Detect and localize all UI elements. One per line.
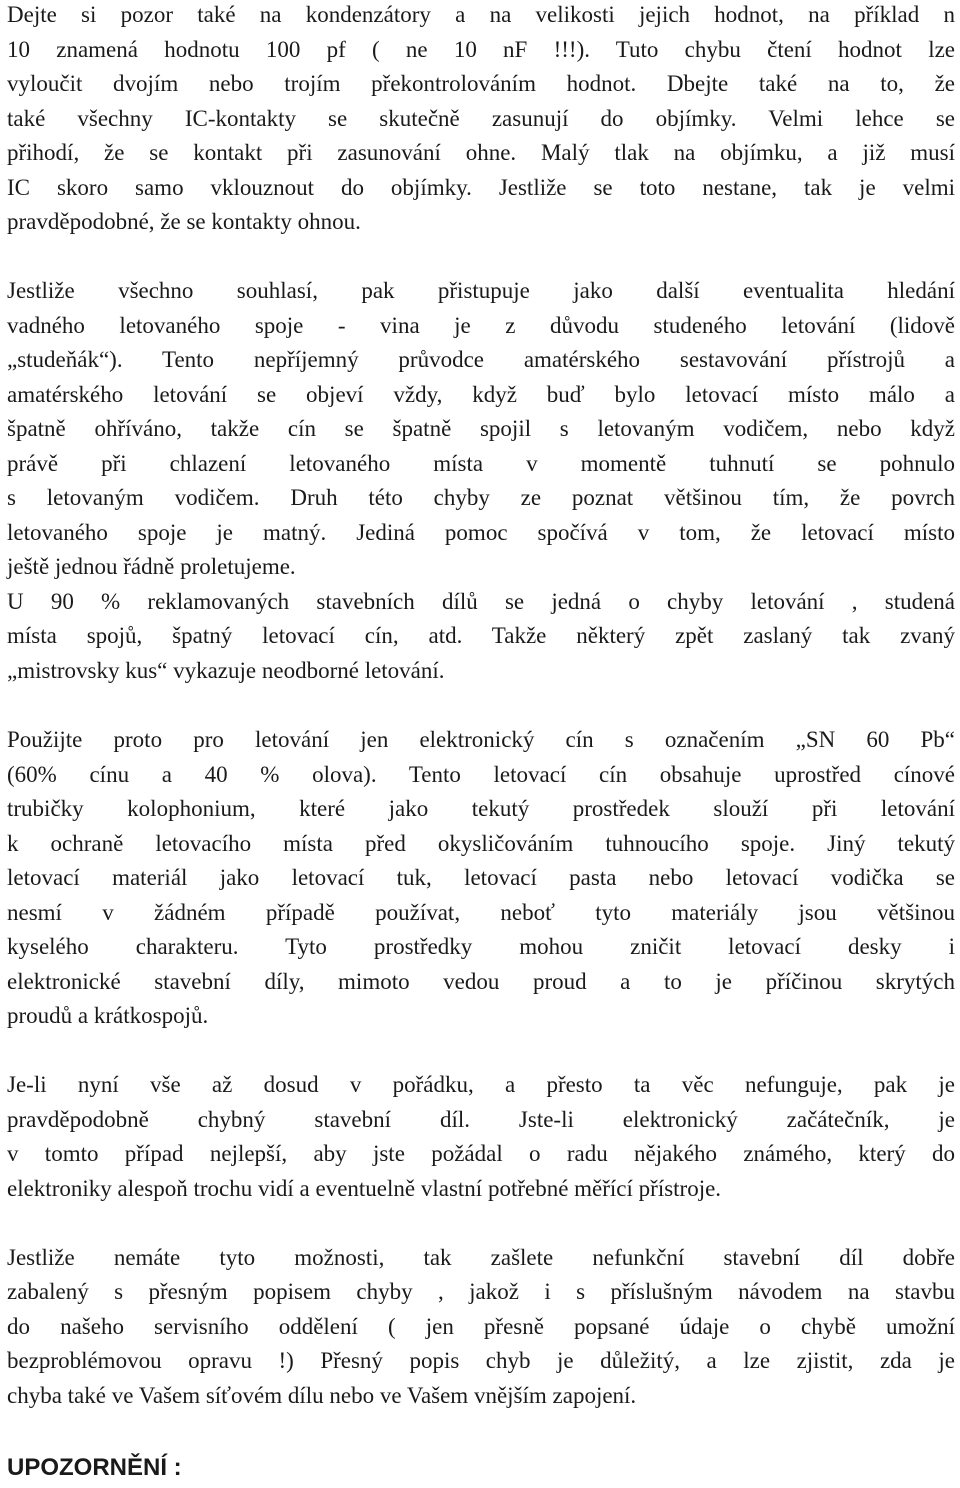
text-line: nesmí v žádném případě používat, neboť tyto materiály jsou většinou bbox=[7, 900, 955, 925]
text-line: kyselého charakteru. Tyto prostředky mohou zničit letovací desky i bbox=[7, 934, 955, 959]
text-line: letovací materiál jako letovací tuk, letovací pasta nebo letovací vodička se bbox=[7, 865, 955, 890]
text-line: bezproblémovou opravu !) Přesný popis chyb je důležitý, a lze zjistit, zda je bbox=[7, 1348, 955, 1373]
text-line: Je-li nyní vše až dosud v pořádku, a přesto ta věc nefunguje, pak je bbox=[7, 1072, 955, 1097]
text-line: přihodí, že se kontakt při zasunování ohne. Malý tlak na objímku, a již musí bbox=[7, 140, 955, 165]
text-line: vadného letovaného spoje - vina je z důvodu studeného letování (lidově bbox=[7, 313, 955, 338]
text-line: elektronické stavební díly, mimoto vedou proud a to je příčinou skrytých bbox=[7, 969, 955, 994]
text-line: místa spojů, špatný letovací cín, atd. Takže některý zpět zaslaný tak zvaný bbox=[7, 623, 955, 648]
text-line: elektroniky alespoň trochu vidí a eventuelně vlastní potřebné měřící přístroje. bbox=[7, 1176, 722, 1201]
text-line: „mistrovsky kus“ vykazuje neodborné letování. bbox=[7, 658, 445, 683]
text-line: pravděpodobně chybný stavební díl. Jste-li elektronický začátečník, je bbox=[7, 1107, 955, 1132]
text-line: také všechny IC-kontakty se skutečně zasunují do objímky. Velmi lehce se bbox=[7, 106, 955, 131]
text-line: (60% cínu a 40 % olova). Tento letovací cín obsahuje uprostřed cínové bbox=[7, 762, 955, 787]
text-line: ještě jednou řádně proletujeme. bbox=[7, 554, 296, 579]
text-line: pravděpodobné, že se kontakty ohnou. bbox=[7, 209, 361, 234]
text-line: špatně ohříváno, takže cín se špatně spojil s letovaným vodičem, nebo když bbox=[7, 416, 955, 441]
text-line: v tomto případ nejlepší, aby jste požádal o radu nějakého známého, který do bbox=[7, 1141, 955, 1166]
text-line: chyba také ve Vašem síťovém dílu nebo ve Vašem vnějším zapojení. bbox=[7, 1383, 637, 1408]
text-line: 10 znamená hodnotu 100 pf ( ne 10 nF !!!). Tuto chybu čtení hodnot lze bbox=[7, 37, 955, 62]
text-line: Dejte si pozor také na kondenzátory a na velikosti jejich hodnot, na příklad n bbox=[7, 2, 955, 27]
text-line: U 90 % reklamovaných stavebních dílů se jedná o chyby letování , studená bbox=[7, 589, 955, 614]
text-line: amatérského letování se objeví vždy, když buď bylo letovací místo málo a bbox=[7, 382, 955, 407]
warning-heading: UPOZORNĚNÍ : bbox=[7, 1454, 182, 1481]
text-line: letovaného spoje je matný. Jediná pomoc spočívá v tom, že letovací místo bbox=[7, 520, 955, 545]
text-line: do našeho servisního oddělení ( jen přesně popsané údaje o chybě umožní bbox=[7, 1314, 955, 1339]
text-line: Jestliže nemáte tyto možnosti, tak zašlete nefunkční stavební díl dobře bbox=[7, 1245, 955, 1270]
text-line: zabalený s přesným popisem chyby , jakož i s příslušným návodem na stavbu bbox=[7, 1279, 955, 1304]
text-line: proudů a krátkospojů. bbox=[7, 1003, 209, 1028]
text-line: trubičky kolophonium, které jako tekutý prostředek slouží při letování bbox=[7, 796, 955, 821]
text-line: „studeňák“). Tento nepříjemný průvodce amatérského sestavování přístrojů a bbox=[7, 347, 955, 372]
text-line: vyloučit dvojím nebo trojím překontrolováním hodnot. Dbejte také na to, že bbox=[7, 71, 955, 96]
text-line: Použijte proto pro letování jen elektronický cín s označením „SN 60 Pb“ bbox=[7, 727, 955, 752]
text-line: k ochraně letovacího místa před okysličováním tuhnoucího spoje. Jiný tekutý bbox=[7, 831, 955, 856]
text-line: IC skoro samo vklouznout do objímky. Jestliže se toto nestane, tak je velmi bbox=[7, 175, 955, 200]
text-line: právě při chlazení letovaného místa v momentě tuhnutí se pohnulo bbox=[7, 451, 955, 476]
text-line: Jestliže všechno souhlasí, pak přistupuje jako další eventualita hledání bbox=[7, 278, 955, 303]
text-line: s letovaným vodičem. Druh této chyby ze poznat většinou tím, že povrch bbox=[7, 485, 955, 510]
